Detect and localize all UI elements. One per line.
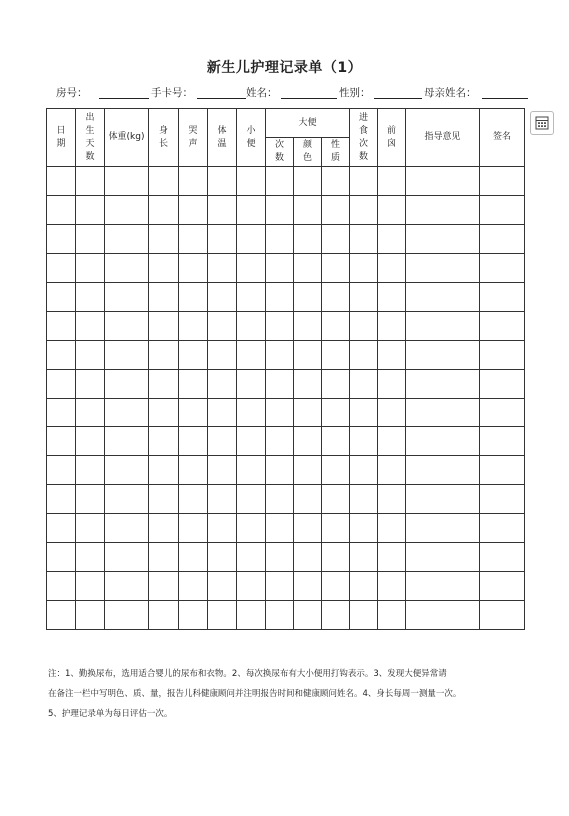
table-cell[interactable]: [294, 311, 322, 340]
note-line-1: 注：1、勤换尿布，选用适合婴儿的尿布和衣物。2、每次换尿布有大小便用打钩表示。3、发现大便异常请: [48, 669, 447, 679]
table-cell[interactable]: [105, 311, 149, 340]
table-cell[interactable]: [322, 427, 350, 456]
table-cell[interactable]: [294, 601, 322, 630]
table-cell[interactable]: [480, 340, 525, 369]
table-cell[interactable]: [179, 369, 208, 398]
gender-label: 性别：: [339, 87, 371, 99]
header-stool: 大便: [266, 109, 350, 138]
table-cell[interactable]: [378, 369, 406, 398]
table-cell[interactable]: [208, 282, 237, 311]
room-number-blank[interactable]: [99, 98, 149, 99]
table-cell[interactable]: [47, 253, 76, 282]
table-cell[interactable]: [294, 398, 322, 427]
table-cell[interactable]: [322, 572, 350, 601]
table-cell[interactable]: [378, 456, 406, 485]
table-cell[interactable]: [480, 311, 525, 340]
table-cell[interactable]: [76, 253, 105, 282]
header-stool-color: 颜色: [294, 138, 322, 167]
table-cell[interactable]: [76, 427, 105, 456]
table-cell[interactable]: [237, 543, 266, 572]
table-cell[interactable]: [378, 167, 406, 196]
header-row-top: [47, 109, 525, 138]
table-cell[interactable]: [322, 224, 350, 253]
table-cell[interactable]: [208, 572, 237, 601]
table-cell[interactable]: [237, 369, 266, 398]
table-cell[interactable]: [47, 311, 76, 340]
table-cell[interactable]: [237, 514, 266, 543]
table-cell[interactable]: [76, 195, 105, 224]
table-cell[interactable]: [208, 398, 237, 427]
table-cell[interactable]: [179, 456, 208, 485]
table-cell[interactable]: [208, 311, 237, 340]
table-cell[interactable]: [322, 369, 350, 398]
table-row: [47, 224, 525, 253]
table-row: [47, 601, 525, 630]
table-cell[interactable]: [378, 543, 406, 572]
table-row: [47, 514, 525, 543]
table-cell[interactable]: [105, 224, 149, 253]
table-cell[interactable]: [149, 543, 179, 572]
table-cell[interactable]: [47, 572, 76, 601]
table-cell[interactable]: [47, 282, 76, 311]
table-cell[interactable]: [294, 195, 322, 224]
table-cell[interactable]: [406, 340, 480, 369]
table-cell[interactable]: [294, 282, 322, 311]
table-cell[interactable]: [406, 427, 480, 456]
table-cell[interactable]: [208, 456, 237, 485]
table-cell[interactable]: [237, 253, 266, 282]
table-cell[interactable]: [350, 282, 378, 311]
table-cell[interactable]: [266, 485, 294, 514]
table-cell[interactable]: [149, 311, 179, 340]
table-cell[interactable]: [208, 253, 237, 282]
hand-card-label: 手卡号：: [151, 87, 193, 99]
table-cell[interactable]: [480, 398, 525, 427]
table-cell[interactable]: [378, 282, 406, 311]
table-cell[interactable]: [76, 514, 105, 543]
table-cell[interactable]: [76, 282, 105, 311]
table-cell[interactable]: [480, 456, 525, 485]
table-cell[interactable]: [47, 340, 76, 369]
table-cell[interactable]: [480, 485, 525, 514]
table-cell[interactable]: [179, 311, 208, 340]
table-cell[interactable]: [179, 398, 208, 427]
table-cell[interactable]: [149, 195, 179, 224]
table-cell[interactable]: [208, 369, 237, 398]
table-cell[interactable]: [47, 398, 76, 427]
table-cell[interactable]: [406, 253, 480, 282]
table-cell[interactable]: [237, 398, 266, 427]
table-cell[interactable]: [208, 167, 237, 196]
table-row: [47, 340, 525, 369]
table-cell[interactable]: [179, 340, 208, 369]
header-date: 日期: [47, 109, 76, 167]
name-label: 姓名：: [246, 87, 278, 99]
table-cell[interactable]: [350, 398, 378, 427]
table-cell[interactable]: [149, 253, 179, 282]
table-cell[interactable]: [480, 427, 525, 456]
table-cell[interactable]: [350, 369, 378, 398]
table-cell[interactable]: [406, 282, 480, 311]
table-row: [47, 398, 525, 427]
table-cell[interactable]: [322, 311, 350, 340]
table-cell[interactable]: [266, 340, 294, 369]
table-cell[interactable]: [76, 369, 105, 398]
table-cell[interactable]: [149, 514, 179, 543]
table-cell[interactable]: [208, 427, 237, 456]
table-cell[interactable]: [237, 485, 266, 514]
table-cell[interactable]: [47, 485, 76, 514]
table-cell[interactable]: [149, 485, 179, 514]
table-row: [47, 253, 525, 282]
table-cell[interactable]: [322, 282, 350, 311]
table-cell[interactable]: [237, 282, 266, 311]
table-cell[interactable]: [179, 601, 208, 630]
mother-name-blank[interactable]: [482, 98, 528, 99]
table-cell[interactable]: [76, 311, 105, 340]
table-cell[interactable]: [179, 427, 208, 456]
table-row: [47, 167, 525, 196]
table-cell[interactable]: [179, 572, 208, 601]
table-cell[interactable]: [266, 369, 294, 398]
table-cell[interactable]: [406, 485, 480, 514]
table-cell[interactable]: [294, 572, 322, 601]
room-number-label: 房号：: [56, 87, 88, 99]
header-signature: 签名: [480, 109, 525, 167]
table-cell[interactable]: [237, 340, 266, 369]
table-cell[interactable]: [266, 311, 294, 340]
table-cell[interactable]: [480, 543, 525, 572]
table-cell[interactable]: [294, 427, 322, 456]
table-cell[interactable]: [406, 572, 480, 601]
table-cell[interactable]: [47, 456, 76, 485]
table-cell[interactable]: [322, 167, 350, 196]
table-cell[interactable]: [76, 398, 105, 427]
table-cell[interactable]: [237, 224, 266, 253]
table-cell[interactable]: [480, 167, 525, 196]
header-stool-count: 次数: [266, 138, 294, 167]
table-cell[interactable]: [406, 601, 480, 630]
table-row: [47, 543, 525, 572]
table-cell[interactable]: [350, 253, 378, 282]
table-cell[interactable]: [294, 340, 322, 369]
table-cell[interactable]: [350, 195, 378, 224]
table-cell[interactable]: [237, 601, 266, 630]
table-cell[interactable]: [266, 601, 294, 630]
table-cell[interactable]: [480, 369, 525, 398]
table-cell[interactable]: [480, 514, 525, 543]
table-cell[interactable]: [105, 369, 149, 398]
table-cell[interactable]: [76, 167, 105, 196]
calculator-icon-glyph: [535, 116, 549, 130]
table-cell[interactable]: [105, 398, 149, 427]
table-row: [47, 195, 525, 224]
table-cell[interactable]: [350, 572, 378, 601]
header-fontanelle: 前囟: [378, 109, 406, 167]
calculator-icon[interactable]: [530, 111, 554, 135]
table-cell[interactable]: [406, 543, 480, 572]
table-cell[interactable]: [76, 543, 105, 572]
table-cell[interactable]: [105, 572, 149, 601]
table-cell[interactable]: [105, 195, 149, 224]
table-cell[interactable]: [322, 601, 350, 630]
table-cell[interactable]: [480, 224, 525, 253]
table-cell[interactable]: [47, 514, 76, 543]
note-line-2: 在备注一栏中写明色、质、量，报告儿科健康顾问并注明报告时间和健康顾问姓名。4、身长每周一测量一次。: [48, 689, 462, 699]
table-cell[interactable]: [76, 456, 105, 485]
table-cell[interactable]: [322, 456, 350, 485]
header-crying: 哭声: [179, 109, 208, 167]
table-cell[interactable]: [47, 167, 76, 196]
table-cell[interactable]: [294, 514, 322, 543]
table-cell[interactable]: [47, 195, 76, 224]
table-cell[interactable]: [480, 282, 525, 311]
table-cell[interactable]: [105, 514, 149, 543]
table-cell[interactable]: [149, 398, 179, 427]
table-cell[interactable]: [149, 224, 179, 253]
table-row: [47, 311, 525, 340]
table-cell[interactable]: [406, 369, 480, 398]
table-row: [47, 485, 525, 514]
header-feeding-count: 进食次数: [350, 109, 378, 167]
table-cell[interactable]: [266, 398, 294, 427]
table-cell[interactable]: [105, 601, 149, 630]
table-cell[interactable]: [237, 572, 266, 601]
table-cell[interactable]: [76, 224, 105, 253]
table-cell[interactable]: [149, 572, 179, 601]
table-cell[interactable]: [179, 253, 208, 282]
table-cell[interactable]: [208, 340, 237, 369]
table-row: [47, 282, 525, 311]
table-cell[interactable]: [294, 543, 322, 572]
header-temperature: 体温: [208, 109, 237, 167]
table-cell[interactable]: [237, 456, 266, 485]
table-cell[interactable]: [350, 456, 378, 485]
table-cell[interactable]: [350, 224, 378, 253]
table-cell[interactable]: [47, 601, 76, 630]
table-cell[interactable]: [179, 514, 208, 543]
table-cell[interactable]: [378, 601, 406, 630]
table-cell[interactable]: [266, 514, 294, 543]
table-cell[interactable]: [480, 253, 525, 282]
table-cell[interactable]: [76, 485, 105, 514]
table-cell[interactable]: [149, 456, 179, 485]
table-cell[interactable]: [350, 340, 378, 369]
table-cell[interactable]: [105, 253, 149, 282]
table-cell[interactable]: [47, 543, 76, 572]
table-cell[interactable]: [350, 427, 378, 456]
table-cell[interactable]: [406, 398, 480, 427]
table-cell[interactable]: [149, 282, 179, 311]
table-cell[interactable]: [266, 427, 294, 456]
table-cell[interactable]: [266, 282, 294, 311]
table-cell[interactable]: [179, 485, 208, 514]
header-urine: 小便: [237, 109, 266, 167]
table-cell[interactable]: [378, 572, 406, 601]
table-cell[interactable]: [149, 340, 179, 369]
table-cell[interactable]: [406, 195, 480, 224]
table-row: [47, 456, 525, 485]
table-cell[interactable]: [208, 224, 237, 253]
table-cell[interactable]: [149, 369, 179, 398]
table-cell[interactable]: [76, 340, 105, 369]
table-cell[interactable]: [105, 456, 149, 485]
table-cell[interactable]: [179, 167, 208, 196]
table-cell[interactable]: [350, 601, 378, 630]
table-cell[interactable]: [406, 456, 480, 485]
table-cell[interactable]: [266, 253, 294, 282]
table-cell[interactable]: [406, 224, 480, 253]
table-cell[interactable]: [179, 195, 208, 224]
table-cell[interactable]: [237, 195, 266, 224]
header-height: 身长: [149, 109, 179, 167]
table-cell[interactable]: [179, 543, 208, 572]
header-weight: 体重(kg): [105, 109, 149, 167]
table-cell[interactable]: [266, 572, 294, 601]
table-cell[interactable]: [378, 398, 406, 427]
table-cell[interactable]: [322, 253, 350, 282]
table-cell[interactable]: [378, 224, 406, 253]
name-blank[interactable]: [281, 98, 337, 99]
header-stool-nature: 性质: [322, 138, 350, 167]
table-cell[interactable]: [266, 543, 294, 572]
table-cell[interactable]: [76, 601, 105, 630]
table-cell[interactable]: [406, 167, 480, 196]
table-cell[interactable]: [378, 195, 406, 224]
table-cell[interactable]: [350, 514, 378, 543]
gender-blank[interactable]: [374, 98, 422, 99]
table-cell[interactable]: [480, 601, 525, 630]
table-cell[interactable]: [266, 167, 294, 196]
nursing-record-table: [46, 108, 525, 630]
table-cell[interactable]: [322, 195, 350, 224]
table-cell[interactable]: [322, 398, 350, 427]
table-row: [47, 572, 525, 601]
table-cell[interactable]: [105, 485, 149, 514]
table-cell[interactable]: [480, 572, 525, 601]
table-cell[interactable]: [266, 195, 294, 224]
table-cell[interactable]: [294, 224, 322, 253]
table-cell[interactable]: [76, 572, 105, 601]
table-cell[interactable]: [149, 427, 179, 456]
table-cell[interactable]: [266, 224, 294, 253]
table-cell[interactable]: [350, 311, 378, 340]
table-cell[interactable]: [378, 485, 406, 514]
notes-section: [48, 664, 528, 724]
table-cell[interactable]: [378, 427, 406, 456]
table-row: [47, 369, 525, 398]
table-cell[interactable]: [294, 369, 322, 398]
header-days-born: 出生天数: [76, 109, 105, 167]
table-cell[interactable]: [105, 282, 149, 311]
table-cell[interactable]: [322, 543, 350, 572]
table-cell[interactable]: [406, 514, 480, 543]
table-cell[interactable]: [378, 253, 406, 282]
table-cell[interactable]: [237, 311, 266, 340]
table-cell[interactable]: [47, 427, 76, 456]
note-line-3: 5、护理记录单为每日评估一次。: [48, 709, 173, 719]
table-cell[interactable]: [480, 195, 525, 224]
table-cell[interactable]: [378, 340, 406, 369]
table-cell[interactable]: [322, 514, 350, 543]
mother-name-label: 母亲姓名：: [424, 87, 477, 99]
table-cell[interactable]: [237, 427, 266, 456]
table-cell[interactable]: [179, 224, 208, 253]
table-cell[interactable]: [105, 340, 149, 369]
table-cell[interactable]: [378, 311, 406, 340]
table-cell[interactable]: [378, 514, 406, 543]
table-cell[interactable]: [350, 543, 378, 572]
table-cell[interactable]: [294, 167, 322, 196]
header-guidance: 指导意见: [406, 109, 480, 167]
table-cell[interactable]: [294, 485, 322, 514]
page-title: 新生儿护理记录单（1）: [206, 60, 363, 76]
table-cell[interactable]: [149, 167, 179, 196]
table-cell[interactable]: [294, 456, 322, 485]
table-cell[interactable]: [406, 311, 480, 340]
table-cell[interactable]: [105, 543, 149, 572]
table-row: [47, 427, 525, 456]
table-cell[interactable]: [208, 514, 237, 543]
table-cell[interactable]: [179, 282, 208, 311]
table-cell[interactable]: [350, 167, 378, 196]
table-cell[interactable]: [237, 167, 266, 196]
info-line: [56, 85, 526, 103]
table-cell[interactable]: [322, 485, 350, 514]
hand-card-blank[interactable]: [197, 98, 246, 99]
table-cell[interactable]: [149, 601, 179, 630]
table-cell[interactable]: [294, 253, 322, 282]
table-cell[interactable]: [208, 195, 237, 224]
table-cell[interactable]: [47, 369, 76, 398]
table-cell[interactable]: [266, 456, 294, 485]
table-cell[interactable]: [350, 485, 378, 514]
table-cell[interactable]: [208, 485, 237, 514]
table-cell[interactable]: [105, 427, 149, 456]
table-cell[interactable]: [105, 167, 149, 196]
table-cell[interactable]: [322, 340, 350, 369]
table-cell[interactable]: [208, 601, 237, 630]
table-cell[interactable]: [47, 224, 76, 253]
table-cell[interactable]: [208, 543, 237, 572]
